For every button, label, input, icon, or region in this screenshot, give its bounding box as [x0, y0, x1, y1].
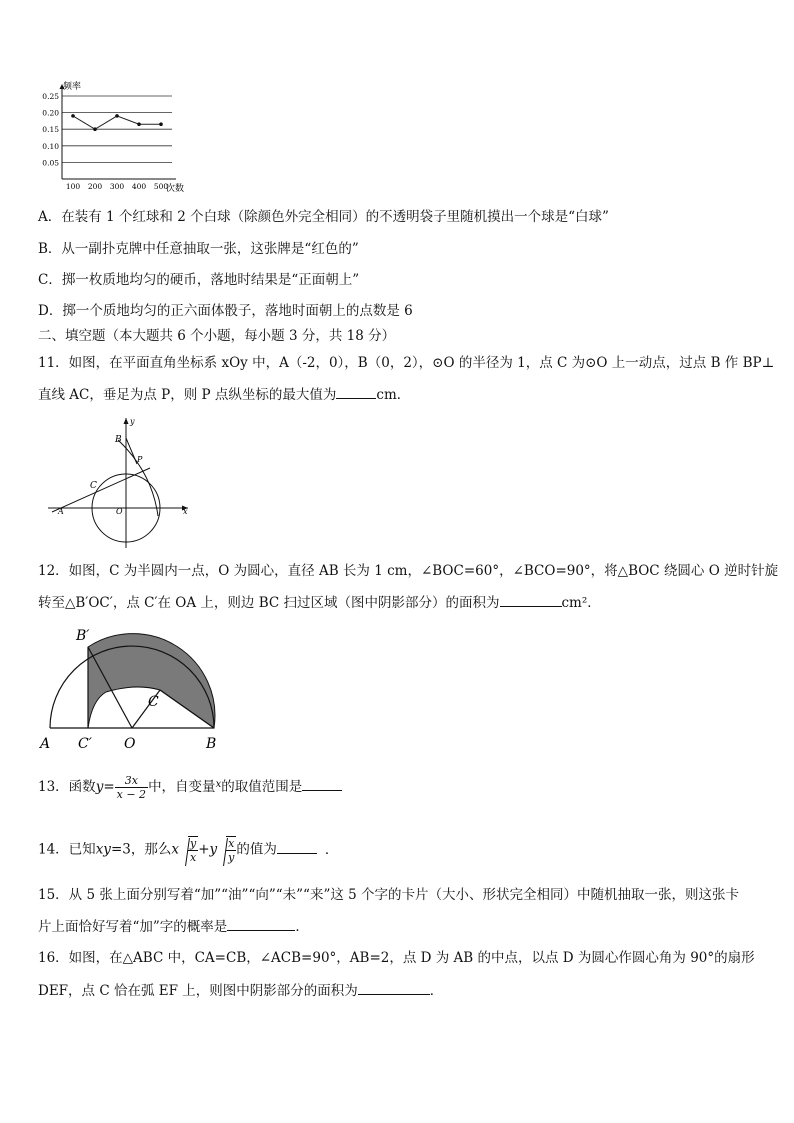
- q14-sqrt-2: [217, 836, 236, 864]
- chart-y-tick-label: 0.20: [42, 108, 59, 118]
- q13-numerator: 3x: [115, 774, 148, 788]
- q16-text-line1: 16．如图，在△ABC 中，CA=CB，∠ACB=90°，AB=2，点 D 为 AB 的中点，以点 D 为圆心作圆心角为 90°的扇形: [38, 950, 755, 966]
- q12-label-c-prime: C′: [78, 736, 92, 752]
- q14-end: ．: [324, 841, 339, 858]
- chart-data-point: [115, 114, 119, 118]
- frequency-line-chart: [30, 78, 200, 196]
- chart-y-tick-label: 0.05: [42, 158, 59, 168]
- q11-answer-blank[interactable]: [336, 385, 376, 399]
- q14-num-1: y: [189, 837, 197, 850]
- q15-text-line2: [38, 917, 309, 936]
- q13-denominator: x − 2: [116, 788, 147, 801]
- q14-plus: +: [198, 841, 210, 858]
- q12-text-line1: 12．如图，C 为半圆内一点，O 为圆心，直径 AB 长为 1 cm，∠BOC=60°，∠BCO=90°，将△BOC 绕圆心 O 逆时针旋: [38, 563, 779, 579]
- q13-suffix: 的取值范围是: [221, 779, 303, 795]
- section-heading-fill-in: 二、填空题（本大题共 6 个小题，每小题 3 分，共 18 分）: [38, 328, 396, 344]
- q11-label-a: A: [58, 507, 64, 516]
- q11-text-line2: [38, 385, 410, 404]
- chart-y-tick-label: 0.15: [42, 125, 59, 135]
- q13-text: [38, 774, 342, 801]
- q11-text: 直线 AC，垂足为点 P，则 P 点纵坐标的最大值为: [38, 387, 337, 403]
- q16-text-line2: [38, 981, 443, 1000]
- chart-x-tick-label: 500: [153, 182, 169, 191]
- q14-x1: x: [171, 841, 179, 858]
- q11-coordinate-figure: [40, 414, 195, 552]
- q14-den-1: x: [189, 851, 197, 864]
- q11-label-c: C: [90, 481, 97, 491]
- q15-text: 片上面恰好写着“加”字的概率是: [38, 919, 228, 935]
- q16-end: ．: [429, 983, 444, 999]
- option-c: C．掷一枚质地均匀的硬币，落地时结果是“正面朝上”: [38, 272, 360, 288]
- q12-label-b-prime: B′: [76, 628, 90, 644]
- chart-x-tick-label: 400: [131, 182, 147, 191]
- q15-answer-blank[interactable]: [227, 917, 295, 931]
- q16-text: DEF，点 C 恰在弧 EF 上，则图中阴影部分的面积为: [38, 983, 358, 999]
- q12-text: 转至△B′OC′，点 C′在 OA 上，则边 BC 扫过区域（图中阴影部分）的面积为: [38, 595, 500, 611]
- q14-frac-2: [226, 836, 236, 864]
- q11-text-line1: 11．如图，在平面直角坐标系 xOy 中，A（-2，0），B（0，2），⊙O 的半径为 1，点 C 为⊙O 上一动点，过点 B 作 BP⊥: [38, 355, 775, 371]
- q12-label-a: A: [40, 736, 51, 752]
- chart-data-point: [93, 127, 97, 131]
- q15-text-line1: 15．从 5 张上面分别写着“加”“油”“向”“未”“来”这 5 个字的卡片（大小、形状完全相同）中随机抽取一张，则这张卡: [38, 887, 740, 903]
- q14-den-2: y: [228, 851, 235, 864]
- q14-num-2: x: [228, 837, 235, 850]
- chart-data-point: [71, 114, 75, 118]
- q12-unit: cm²．: [561, 595, 601, 611]
- q14-frac-1: [188, 836, 198, 864]
- q14-suffix: 的值为: [236, 841, 277, 858]
- q13-prefix: 13．函数: [38, 779, 96, 795]
- q13-fraction: [115, 774, 148, 801]
- q12-answer-blank[interactable]: [500, 593, 562, 607]
- chart-x-axis-label: 次数: [166, 184, 185, 194]
- option-b: B．从一副扑克牌中任意抽取一张，这张牌是“红色的”: [38, 241, 359, 257]
- chart-data-point: [137, 122, 141, 126]
- q11-label-x: x: [183, 507, 188, 516]
- q14-xy: xy: [95, 841, 111, 858]
- chart-y-axis-label: 频率: [63, 82, 82, 92]
- chart-y-tick-label: 0.10: [42, 141, 59, 151]
- chart-data-point: [159, 122, 163, 126]
- option-a: A．在装有 1 个红球和 2 个白球（除颜色外完全相同）的不透明袋子里随机摸出一个球是“白球”: [38, 209, 609, 225]
- q11-label-b: B: [115, 435, 122, 445]
- q11-unit: cm．: [376, 387, 411, 403]
- q14-y1: y: [209, 841, 218, 858]
- chart-x-tick-label: 200: [87, 182, 103, 191]
- q14-answer-blank[interactable]: [277, 840, 317, 854]
- q13-mid: 中，自变量: [148, 779, 216, 795]
- option-d: D．掷一个质地均匀的正六面体骰子，落地时面朝上的点数是 6: [38, 303, 413, 319]
- q12-text-line2: [38, 593, 601, 612]
- q14-prefix: 14．已知: [38, 841, 96, 858]
- q11-label-o: O: [116, 507, 123, 516]
- chart-x-tick-label: 100: [65, 182, 81, 191]
- q11-label-p: P: [137, 455, 143, 464]
- q12-label-c: C: [148, 694, 159, 710]
- q13-answer-blank[interactable]: [302, 777, 342, 791]
- q12-label-o: O: [124, 736, 136, 752]
- q13-var-x: x: [215, 779, 222, 790]
- q16-answer-blank[interactable]: [358, 981, 430, 995]
- q13-eq: =: [103, 779, 115, 795]
- q14-text: [38, 836, 338, 864]
- frequency-series-line: [73, 116, 161, 129]
- q14-sqrt-1: [179, 836, 198, 864]
- q15-end: ．: [295, 919, 309, 935]
- q13-var-y: y: [95, 779, 104, 795]
- q14-cond: =3，那么: [110, 841, 172, 858]
- q12-label-b: B: [206, 736, 217, 752]
- chart-x-tick-label: 300: [109, 182, 125, 191]
- q11-label-y: y: [130, 417, 135, 426]
- q12-semicircle-figure: [34, 622, 224, 752]
- chart-y-tick-label: 0.25: [42, 92, 59, 101]
